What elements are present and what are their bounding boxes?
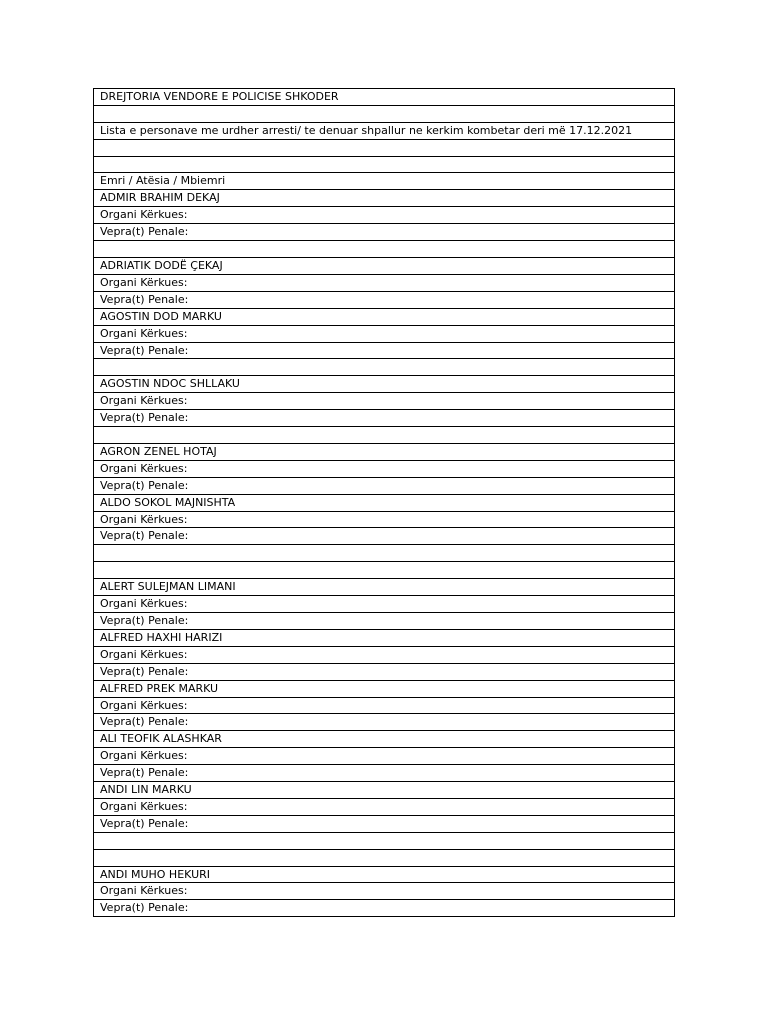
table-cell: Organi Kërkues: <box>94 596 675 613</box>
person-name-row <box>94 680 675 697</box>
requesting-authority-row <box>94 596 675 613</box>
person-name-row <box>94 866 675 883</box>
person-name-row <box>94 782 675 799</box>
document-title-row <box>94 89 675 106</box>
table-cell <box>94 832 675 849</box>
empty-row <box>94 427 675 444</box>
criminal-offences-row <box>94 765 675 782</box>
table-cell: Vepra(t) Penale: <box>94 900 675 917</box>
table-cell: Vepra(t) Penale: <box>94 765 675 782</box>
table-cell: Organi Kërkues: <box>94 798 675 815</box>
criminal-offences-row <box>94 714 675 731</box>
table-cell: Organi Kërkues: <box>94 325 675 342</box>
wanted-persons-table <box>93 88 675 917</box>
criminal-offences-row <box>94 410 675 427</box>
criminal-offences-row <box>94 342 675 359</box>
requesting-authority-row <box>94 207 675 224</box>
person-name-row <box>94 376 675 393</box>
table-cell: Organi Kërkues: <box>94 883 675 900</box>
table-cell: Organi Kërkues: <box>94 748 675 765</box>
requesting-authority-row <box>94 511 675 528</box>
person-name-row <box>94 731 675 748</box>
requesting-authority-row <box>94 325 675 342</box>
person-name-row <box>94 629 675 646</box>
criminal-offences-row <box>94 815 675 832</box>
table-cell <box>94 241 675 258</box>
table-body <box>94 89 675 917</box>
table-cell: Vepra(t) Penale: <box>94 291 675 308</box>
table-cell: Vepra(t) Penale: <box>94 612 675 629</box>
table-cell: Organi Kërkues: <box>94 646 675 663</box>
table-cell: Organi Kërkues: <box>94 393 675 410</box>
requesting-authority-row <box>94 646 675 663</box>
table-cell: ALERT SULEJMAN LIMANI <box>94 579 675 596</box>
person-name-row <box>94 190 675 207</box>
table-cell: Organi Kërkues: <box>94 274 675 291</box>
table-cell: Lista e personave me urdher arresti/ te denuar shpallur ne kerkim kombetar deri më 17.12.2021 <box>94 122 675 139</box>
table-cell: ADRIATIK DODË ÇEKAJ <box>94 258 675 275</box>
requesting-authority-row <box>94 697 675 714</box>
table-cell: DREJTORIA VENDORE E POLICISE SHKODER <box>94 89 675 106</box>
table-cell: Vepra(t) Penale: <box>94 410 675 427</box>
empty-row <box>94 545 675 562</box>
table-cell: AGOSTIN DOD MARKU <box>94 308 675 325</box>
table-cell <box>94 156 675 173</box>
person-name-row <box>94 494 675 511</box>
criminal-offences-row <box>94 291 675 308</box>
criminal-offences-row <box>94 477 675 494</box>
table-cell: Vepra(t) Penale: <box>94 224 675 241</box>
table-cell <box>94 139 675 156</box>
table-cell: Organi Kërkues: <box>94 207 675 224</box>
table-cell: Organi Kërkues: <box>94 460 675 477</box>
empty-row <box>94 156 675 173</box>
requesting-authority-row <box>94 393 675 410</box>
person-name-row <box>94 443 675 460</box>
table-cell <box>94 105 675 122</box>
table-cell <box>94 562 675 579</box>
requesting-authority-row <box>94 460 675 477</box>
table-cell: Vepra(t) Penale: <box>94 663 675 680</box>
table-cell: ANDI MUHO HEKURI <box>94 866 675 883</box>
table-cell: ANDI LIN MARKU <box>94 782 675 799</box>
person-name-row <box>94 308 675 325</box>
empty-row <box>94 849 675 866</box>
empty-row <box>94 139 675 156</box>
empty-row <box>94 562 675 579</box>
table-cell <box>94 849 675 866</box>
table-cell <box>94 359 675 376</box>
table-cell: Organi Kërkues: <box>94 697 675 714</box>
table-cell: Vepra(t) Penale: <box>94 342 675 359</box>
table-cell: ADMIR BRAHIM DEKAJ <box>94 190 675 207</box>
empty-row <box>94 105 675 122</box>
list-description-row <box>94 122 675 139</box>
person-name-row <box>94 579 675 596</box>
table-cell: ALDO SOKOL MAJNISHTA <box>94 494 675 511</box>
requesting-authority-row <box>94 798 675 815</box>
table-cell: AGRON ZENEL HOTAJ <box>94 443 675 460</box>
requesting-authority-row <box>94 748 675 765</box>
empty-row <box>94 359 675 376</box>
table-cell: ALI TEOFIK ALASHKAR <box>94 731 675 748</box>
table-cell: ALFRED PREK MARKU <box>94 680 675 697</box>
requesting-authority-row <box>94 883 675 900</box>
table-cell: Vepra(t) Penale: <box>94 714 675 731</box>
table-cell: Organi Kërkues: <box>94 511 675 528</box>
criminal-offences-row <box>94 900 675 917</box>
empty-row <box>94 832 675 849</box>
table-cell: Vepra(t) Penale: <box>94 528 675 545</box>
empty-row <box>94 241 675 258</box>
table-cell: Vepra(t) Penale: <box>94 815 675 832</box>
table-cell: Vepra(t) Penale: <box>94 477 675 494</box>
table-cell <box>94 545 675 562</box>
column-header-row <box>94 173 675 190</box>
table-cell: ALFRED HAXHI HARIZI <box>94 629 675 646</box>
requesting-authority-row <box>94 274 675 291</box>
table-cell: AGOSTIN NDOC SHLLAKU <box>94 376 675 393</box>
criminal-offences-row <box>94 528 675 545</box>
criminal-offences-row <box>94 224 675 241</box>
criminal-offences-row <box>94 612 675 629</box>
table-cell: Emri / Atësia / Mbiemri <box>94 173 675 190</box>
criminal-offences-row <box>94 663 675 680</box>
table-cell <box>94 427 675 444</box>
person-name-row <box>94 258 675 275</box>
